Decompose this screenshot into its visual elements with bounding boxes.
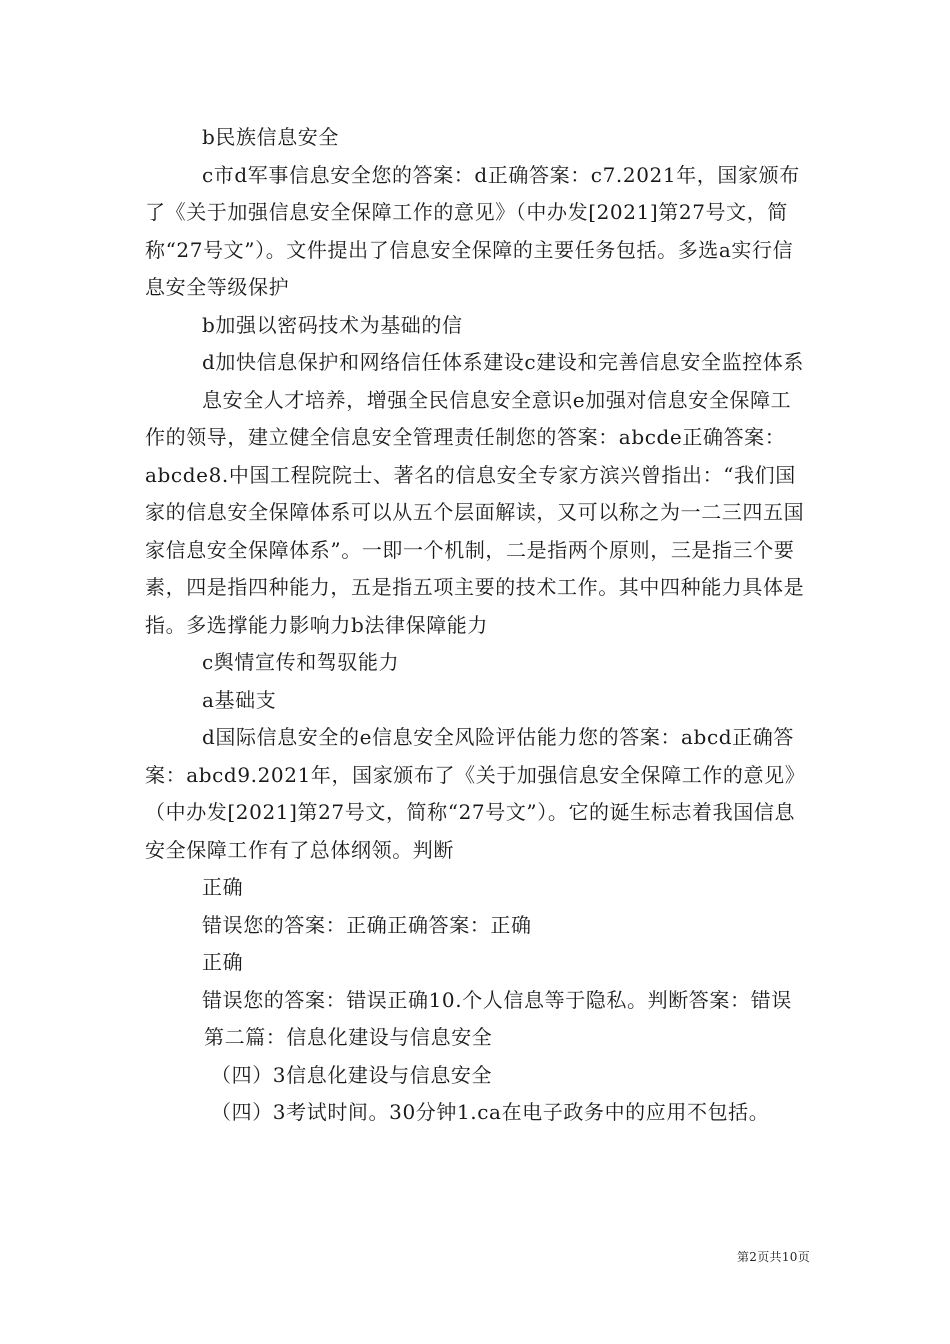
paragraph: c市d军事信息安全您的答案：d正确答案：c7.2021年，国家颁布了《关于加强信息安全保障工作的意见》（中办发[2021]第27号文，简称“27号文”）。文件提出了信息安全保障的主要任务包括。多选a实行信息安全等级保护 bbox=[145, 162, 800, 299]
paragraph: 正确 bbox=[202, 875, 244, 899]
paragraph: d加快信息保护和网络信任体系建设c建设和完善信息安全监控体系 bbox=[202, 350, 805, 374]
paragraph: b加强以密码技术为基础的信 bbox=[202, 312, 463, 337]
paragraph: b民族信息安全 bbox=[202, 125, 340, 149]
paragraph: 正确 bbox=[202, 950, 244, 974]
paragraph: （四）3考试时间。30分钟1.ca在电子政务中的应用不包括。 bbox=[211, 1100, 770, 1124]
paragraph: 错误您的答案：错误正确10.个人信息等于隐私。判断答案：错误 bbox=[202, 987, 792, 1012]
subsection-heading: （四）3信息化建设与信息安全 bbox=[211, 1062, 493, 1087]
paragraph: 错误您的答案：正确正确答案：正确 bbox=[202, 912, 532, 937]
paragraph: c舆情宣传和驾驭能力 bbox=[202, 650, 400, 674]
paragraph: d国际信息安全的e信息安全风险评估能力您的答案：abcd正确答案：abcd9.2021年，国家颁布了《关于加强信息安全保障工作的意见》（中办发[2021]第27号文，简称“27号文”）。它的诞生标志着我国信息安全保障工作有了总体纲领。判断 bbox=[145, 725, 806, 862]
paragraph: 息安全人才培养，增强全民信息安全意识e加强对信息安全保障工作的领导，建立健全信息安全管理责任制您的答案：abcde正确答案：abcde8.中国工程院院士、著名的信息安全专家方滨兴曾指出：“我们国家的信息安全保障体系可以从五个层面解读，又可以称之为一二三四五国家信息安全保障体系”。一即一个机制，二是指两个原则，三是指三个要素，四是指四种能力，五是指五项主要的技术工作。其中四种能力具体是指。多选撑能力影响力b法律保障能力 bbox=[145, 387, 805, 637]
paragraph: a基础支 bbox=[202, 687, 277, 712]
section-heading: 第二篇：信息化建设与信息安全 bbox=[204, 1025, 493, 1049]
page-number: 第2页共10页 bbox=[736, 1250, 810, 1264]
document-body bbox=[145, 119, 810, 1132]
